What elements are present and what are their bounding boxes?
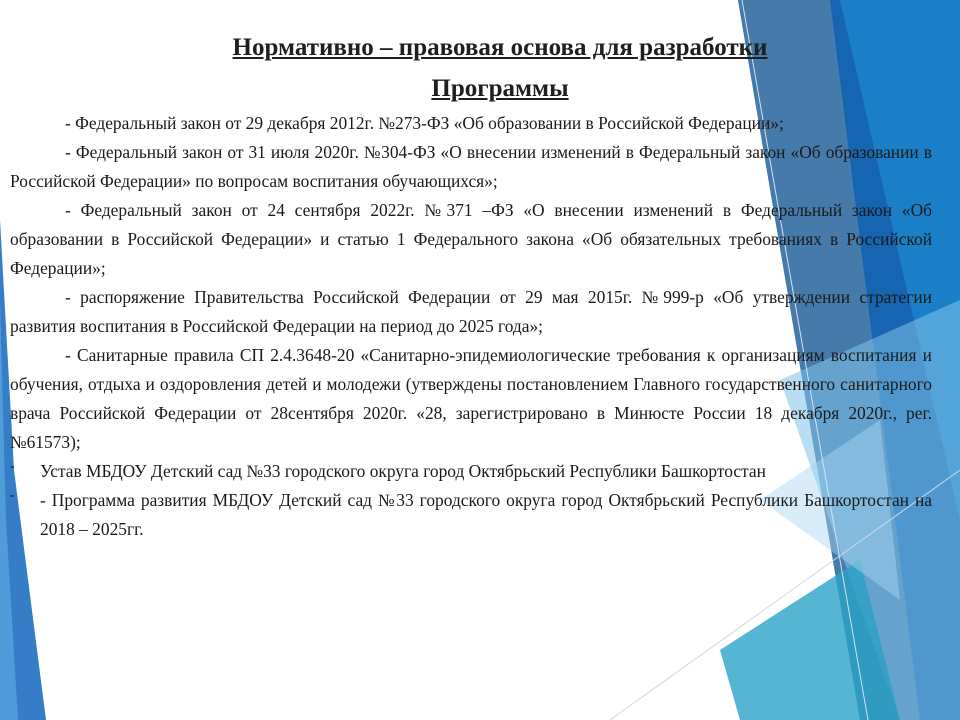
sanitary-rules-item: - Санитарные правила СП 2.4.3648-20 «Санитарно-эпидемиологические требования к организациям воспитания и обучения, отдыха и оздоровления детей и молодежи (утверждены постановлением Главного государственного санитарного врача Российской Федерации от 28сентября 2020г. «28, зарегистрировано в Минюсте России 18 декабря 2020г., рег.№61573); [10,345,932,452]
development-program-item [10,486,932,544]
law-item-371: - Федеральный закон от 24 сентября 2022г. №371 –ФЗ «О внесении изменений в Федеральный закон «Об образовании в Российской Федерации» и статью 1 Федерального закона «Об обязательных требованиях в Российской Федерации»; [10,200,932,278]
law-item-304: - Федеральный закон от 31 июля 2020г. №304-ФЗ «О внесении изменений в Федеральный закон «Об образовании в Российской Федерации» по вопросам воспитания обучающихся»; [10,142,932,191]
slide-body [10,109,932,544]
charter-item [10,457,932,486]
government-order-999: - распоряжение Правительства Российской Федерации от 29 мая 2015г. №999-р «Об утверждении стратегии развития воспитания в Российской Федерации на период до 2025 года»; [10,287,932,336]
slide-title-line2: Программы [431,75,569,102]
slide-title-line1: Нормативно – правовая основа для разработки [232,34,768,61]
bullet-marker: - [10,459,15,474]
bullet-marker: - [10,488,15,503]
development-program-item-text: - Программа развития МБДОУ Детский сад №33 городского округа город Октябрьский Республики Башкортостан на 2018 – 2025гг. [40,490,932,539]
charter-item-text: Устав МБДОУ Детский сад №33 городского округа город Октябрьский Республики Башкортостан [40,461,766,481]
law-item-273: - Федеральный закон от 29 декабря 2012г. №273-ФЗ «Об образовании в Российской Федерации»; [65,113,784,133]
